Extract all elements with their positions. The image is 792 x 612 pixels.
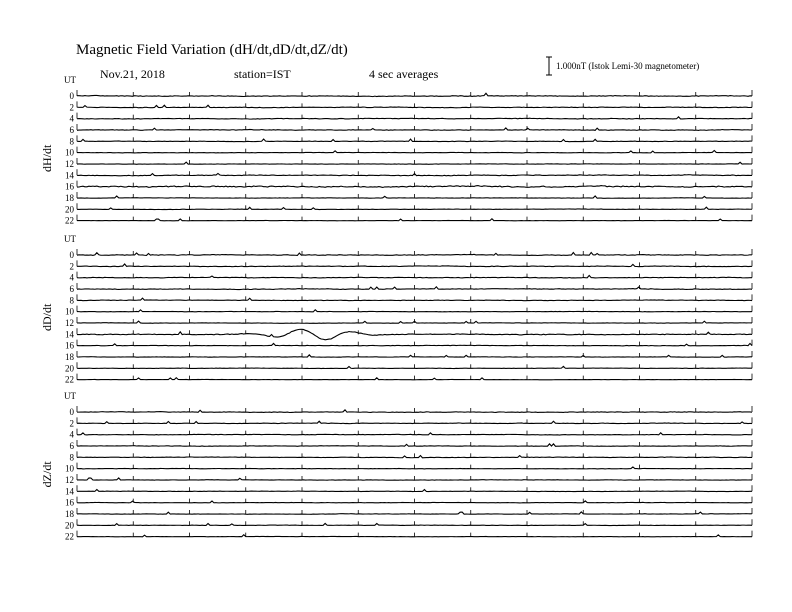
y-axis-label: dZ/dt — [40, 461, 54, 488]
hour-tick-label: 8 — [69, 452, 74, 463]
panel-dD-dt — [40, 234, 752, 385]
hour-tick-label: 14 — [65, 329, 74, 340]
hour-tick-label: 6 — [69, 124, 74, 135]
hour-tick-label: 18 — [65, 192, 74, 203]
hour-tick-label: 22 — [65, 215, 74, 226]
hour-tick-label: 16 — [65, 497, 74, 508]
y-axis-label: dH/dt — [40, 144, 54, 172]
hour-tick-label: 6 — [69, 283, 74, 294]
chart-title: Magnetic Field Variation (dH/dt,dD/dt,dZ/dt) — [76, 42, 348, 58]
hour-tick-label: 16 — [65, 181, 74, 192]
hour-tick-label: 14 — [65, 170, 74, 181]
ut-label: UT — [64, 75, 76, 85]
hour-tick-label: 8 — [69, 295, 74, 306]
hour-tick-label: 16 — [65, 340, 74, 351]
hour-tick-label: 12 — [65, 317, 74, 328]
ut-label: UT — [64, 391, 76, 401]
hour-tick-label: 4 — [69, 272, 74, 283]
y-axis-label: dD/dt — [40, 303, 54, 331]
panel-dZ-dt — [40, 391, 752, 542]
hour-tick-label: 8 — [69, 136, 74, 147]
hour-tick-label: 6 — [69, 440, 74, 451]
date-label: Nov.21, 2018 — [100, 67, 165, 81]
ut-label: UT — [64, 234, 76, 244]
hour-tick-label: 22 — [65, 374, 74, 385]
hour-tick-label: 10 — [65, 463, 74, 474]
panel-dH-dt — [40, 75, 752, 226]
hour-tick-label: 14 — [65, 486, 74, 497]
hour-tick-label: 2 — [69, 102, 74, 113]
hour-tick-label: 12 — [65, 474, 74, 485]
hour-tick-label: 20 — [65, 520, 74, 531]
hour-tick-label: 4 — [69, 429, 74, 440]
hour-tick-label: 12 — [65, 158, 74, 169]
scale-bar — [546, 57, 699, 75]
hour-tick-label: 0 — [69, 91, 74, 101]
hour-tick-label: 22 — [65, 531, 74, 542]
hour-tick-label: 0 — [69, 250, 74, 260]
hour-tick-label: 20 — [65, 204, 74, 215]
hour-tick-label: 2 — [69, 261, 74, 272]
hour-tick-label: 18 — [65, 351, 74, 362]
hour-tick-label: 0 — [69, 407, 74, 417]
hour-tick-label: 10 — [65, 306, 74, 317]
panels — [40, 75, 752, 542]
hour-tick-label: 2 — [69, 418, 74, 429]
hour-tick-label: 18 — [65, 508, 74, 519]
hour-tick-label: 20 — [65, 363, 74, 374]
hour-tick-label: 4 — [69, 113, 74, 124]
hour-tick-label: 10 — [65, 147, 74, 158]
station-label: station=IST — [234, 67, 291, 81]
averaging-label: 4 sec averages — [369, 67, 439, 81]
scale-bar-label: 1.000nT (Istok Lemi-30 magnetometer) — [556, 61, 700, 71]
